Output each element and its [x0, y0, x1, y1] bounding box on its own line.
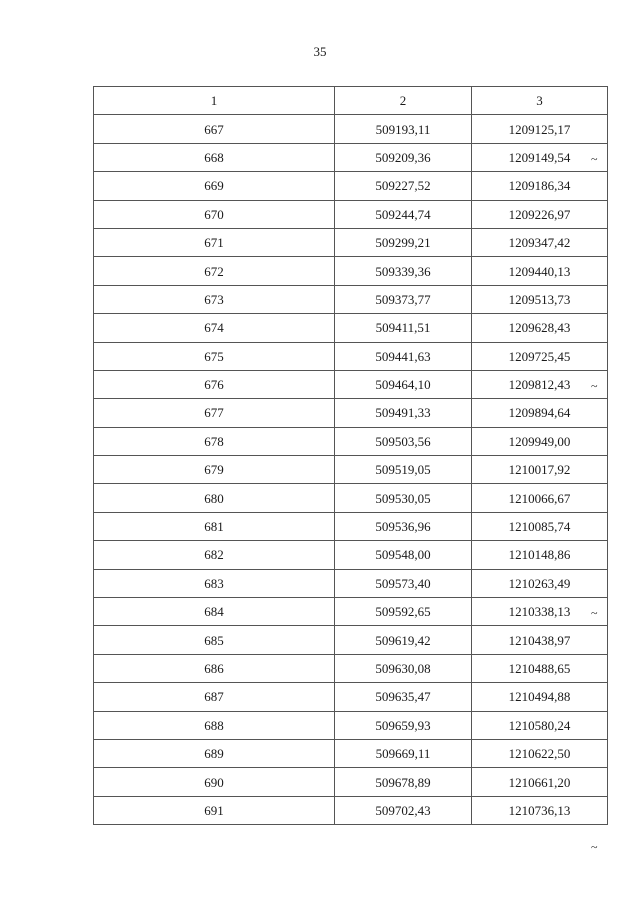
x-coordinate-cell: 509227,52: [335, 172, 472, 200]
margin-tick-mark: ~: [591, 606, 598, 620]
y-coordinate-cell: 1210622,50: [472, 739, 608, 767]
y-coordinate-cell: 1210736,13: [472, 796, 608, 824]
table-row: [94, 541, 608, 569]
y-coordinate-cell: 1210494,88: [472, 683, 608, 711]
table-row: [94, 512, 608, 540]
table-row: [94, 143, 608, 171]
x-coordinate-cell: 509373,77: [335, 285, 472, 313]
x-coordinate-cell: 509548,00: [335, 541, 472, 569]
table-row: [94, 626, 608, 654]
x-coordinate-cell: 509209,36: [335, 143, 472, 171]
y-coordinate-cell: 1209347,42: [472, 228, 608, 256]
point-number-cell: 687: [94, 683, 335, 711]
point-number-cell: 688: [94, 711, 335, 739]
y-coordinate-cell: 1210148,86: [472, 541, 608, 569]
table-row: [94, 683, 608, 711]
point-number-cell: 672: [94, 257, 335, 285]
y-coordinate-cell: 1209226,97: [472, 200, 608, 228]
y-coordinate-cell: 1210580,24: [472, 711, 608, 739]
y-coordinate-cell: 1210438,97: [472, 626, 608, 654]
y-coordinate-cell: 1209125,17: [472, 115, 608, 143]
table-row: [94, 598, 608, 626]
point-number-cell: 679: [94, 456, 335, 484]
point-number-cell: 674: [94, 314, 335, 342]
table-row: [94, 172, 608, 200]
x-coordinate-cell: 509491,33: [335, 399, 472, 427]
point-number-cell: 677: [94, 399, 335, 427]
x-coordinate-cell: 509519,05: [335, 456, 472, 484]
table-row: [94, 285, 608, 313]
margin-tick-mark: ~: [591, 379, 598, 393]
y-coordinate-cell: 1209186,34: [472, 172, 608, 200]
y-coordinate-cell: 1210017,92: [472, 456, 608, 484]
y-coordinate-cell: 1209949,00: [472, 427, 608, 455]
table-row: [94, 115, 608, 143]
x-coordinate-cell: 509536,96: [335, 512, 472, 540]
x-coordinate-cell: 509299,21: [335, 228, 472, 256]
y-coordinate-cell: 1210263,49: [472, 569, 608, 597]
y-coordinate-cell: 1209725,45: [472, 342, 608, 370]
y-coordinate-cell: 1209628,43: [472, 314, 608, 342]
table-row: [94, 257, 608, 285]
x-coordinate-cell: 509630,08: [335, 654, 472, 682]
point-number-cell: 681: [94, 512, 335, 540]
x-coordinate-cell: 509464,10: [335, 370, 472, 398]
column-header-x: 2: [335, 87, 472, 115]
point-number-cell: 682: [94, 541, 335, 569]
x-coordinate-cell: 509503,56: [335, 427, 472, 455]
point-number-cell: 689: [94, 739, 335, 767]
column-header-point: 1: [94, 87, 335, 115]
x-coordinate-cell: 509244,74: [335, 200, 472, 228]
point-number-cell: 668: [94, 143, 335, 171]
point-number-cell: 683: [94, 569, 335, 597]
table-row: [94, 739, 608, 767]
point-number-cell: 670: [94, 200, 335, 228]
y-coordinate-cell: 1209440,13: [472, 257, 608, 285]
x-coordinate-cell: 509573,40: [335, 569, 472, 597]
x-coordinate-cell: 509592,65: [335, 598, 472, 626]
table-row: [94, 399, 608, 427]
x-coordinate-cell: 509702,43: [335, 796, 472, 824]
table-row: [94, 456, 608, 484]
point-number-cell: 678: [94, 427, 335, 455]
margin-tick-mark: ~: [591, 840, 598, 854]
point-number-cell: 667: [94, 115, 335, 143]
x-coordinate-cell: 509530,05: [335, 484, 472, 512]
table-row: [94, 200, 608, 228]
margin-tick-mark: ~: [591, 152, 598, 166]
table-row: [94, 342, 608, 370]
y-coordinate-cell: 1209513,73: [472, 285, 608, 313]
table-row: [94, 768, 608, 796]
table-row: [94, 427, 608, 455]
x-coordinate-cell: 509619,42: [335, 626, 472, 654]
point-number-cell: 685: [94, 626, 335, 654]
x-coordinate-cell: 509635,47: [335, 683, 472, 711]
table-row: [94, 654, 608, 682]
point-number-cell: 684: [94, 598, 335, 626]
x-coordinate-cell: 509339,36: [335, 257, 472, 285]
table-row: [94, 796, 608, 824]
x-coordinate-cell: 509441,63: [335, 342, 472, 370]
point-number-cell: 686: [94, 654, 335, 682]
table-row: [94, 569, 608, 597]
x-coordinate-cell: 509669,11: [335, 739, 472, 767]
point-number-cell: 673: [94, 285, 335, 313]
y-coordinate-cell: 1209894,64: [472, 399, 608, 427]
point-number-cell: 691: [94, 796, 335, 824]
table-row: [94, 484, 608, 512]
x-coordinate-cell: 509678,89: [335, 768, 472, 796]
point-number-cell: 671: [94, 228, 335, 256]
table-row: [94, 228, 608, 256]
column-header-y: 3: [472, 87, 608, 115]
y-coordinate-cell: 1210488,65: [472, 654, 608, 682]
point-number-cell: 669: [94, 172, 335, 200]
x-coordinate-cell: 509411,51: [335, 314, 472, 342]
y-coordinate-cell: 1209812,43: [472, 370, 608, 398]
page-number: 35: [313, 44, 327, 59]
y-coordinate-cell: 1210066,67: [472, 484, 608, 512]
x-coordinate-cell: 509659,93: [335, 711, 472, 739]
point-number-cell: 676: [94, 370, 335, 398]
table-body: [94, 115, 608, 825]
y-coordinate-cell: 1209149,54: [472, 143, 608, 171]
table-row: [94, 370, 608, 398]
table-header-row: [94, 87, 608, 115]
point-number-cell: 690: [94, 768, 335, 796]
table-row: [94, 711, 608, 739]
x-coordinate-cell: 509193,11: [335, 115, 472, 143]
y-coordinate-cell: 1210085,74: [472, 512, 608, 540]
y-coordinate-cell: 1210661,20: [472, 768, 608, 796]
point-number-cell: 675: [94, 342, 335, 370]
point-number-cell: 680: [94, 484, 335, 512]
table-row: [94, 314, 608, 342]
y-coordinate-cell: 1210338,13: [472, 598, 608, 626]
coordinates-table: [93, 86, 608, 825]
